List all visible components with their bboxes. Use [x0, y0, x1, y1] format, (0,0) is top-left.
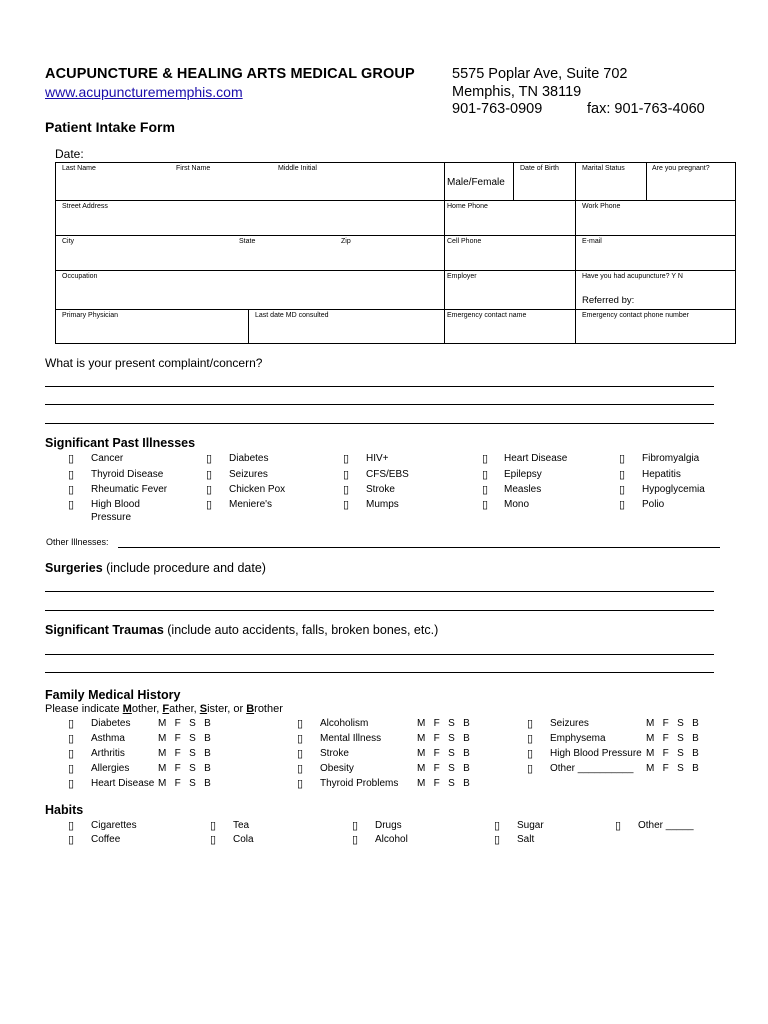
- city-cell[interactable]: [56, 236, 445, 271]
- cell-phone-cell[interactable]: [445, 236, 576, 271]
- street-label: Street Address: [62, 203, 108, 210]
- illness-checkbox[interactable]: ▯: [482, 469, 489, 481]
- illness-checkbox[interactable]: ▯: [619, 499, 626, 511]
- pregnant-label: Are you pregnant?: [652, 165, 710, 172]
- relation-options[interactable]: M F S B: [417, 763, 470, 774]
- habit-checkbox[interactable]: ▯: [68, 834, 75, 846]
- illness-checkbox[interactable]: ▯: [206, 499, 213, 511]
- illness-label: Mumps: [366, 499, 399, 510]
- brother-initial: B: [246, 703, 255, 715]
- past-illnesses-title: Significant Past Illnesses: [45, 436, 196, 450]
- habit-label: Cigarettes: [91, 820, 137, 831]
- family-checkbox[interactable]: ▯: [68, 733, 75, 745]
- date-label: Date:: [55, 147, 84, 161]
- mother-rest: other,: [131, 703, 163, 715]
- habit-label: Tea: [233, 820, 250, 831]
- last-md-label: Last date MD consulted: [255, 312, 329, 319]
- employer-label: Employer: [447, 273, 477, 280]
- family-checkbox[interactable]: ▯: [68, 748, 75, 760]
- relation-options[interactable]: M F S B: [646, 763, 699, 774]
- family-condition-label: Other __________: [550, 763, 634, 774]
- complaint-line[interactable]: [45, 404, 714, 405]
- home-phone-cell[interactable]: [445, 201, 576, 236]
- illness-label: Fibromyalgia: [642, 453, 700, 464]
- traumas-title: Significant Traumas: [45, 623, 164, 637]
- illness-checkbox[interactable]: ▯: [206, 469, 213, 481]
- habit-label: Coffee: [91, 834, 121, 845]
- family-checkbox[interactable]: ▯: [527, 748, 534, 760]
- relation-options[interactable]: M F S B: [646, 748, 699, 759]
- primary-physician-label: Primary Physician: [62, 312, 119, 319]
- habit-checkbox[interactable]: ▯: [615, 820, 622, 832]
- habit-label: Salt: [517, 834, 535, 845]
- website-link[interactable]: www.acupuncturememphis.com: [45, 84, 243, 100]
- family-condition-label: Diabetes: [91, 718, 131, 729]
- habit-label: Drugs: [375, 820, 402, 831]
- email-cell[interactable]: [576, 236, 736, 271]
- family-history-title: Family Medical History: [45, 688, 181, 702]
- habit-label: Cola: [233, 834, 254, 845]
- illness-label: High Blood: [91, 499, 140, 510]
- family-condition-label: Seizures: [550, 718, 589, 729]
- relation-options[interactable]: M F S B: [646, 718, 699, 729]
- illness-checkbox[interactable]: ▯: [68, 484, 75, 496]
- primary-physician-cell[interactable]: [56, 310, 249, 344]
- address-line-2: Memphis, TN 38119: [452, 84, 582, 100]
- emergency-name-label: Emergency contact name: [447, 312, 527, 319]
- family-condition-label: Asthma: [91, 733, 125, 744]
- relation-options[interactable]: M F S B: [158, 733, 211, 744]
- relation-options[interactable]: M F S B: [158, 763, 211, 774]
- illness-checkbox[interactable]: ▯: [619, 453, 626, 465]
- illness-label: Stroke: [366, 484, 395, 495]
- first-name-label: First Name: [176, 165, 211, 172]
- habit-checkbox[interactable]: ▯: [494, 820, 501, 832]
- other-illnesses-line[interactable]: [118, 547, 720, 548]
- emergency-phone-cell[interactable]: [576, 310, 736, 344]
- habit-checkbox[interactable]: ▯: [352, 834, 359, 846]
- illness-label: Measles: [504, 484, 542, 495]
- zip-label: Zip: [341, 238, 351, 245]
- occupation-cell[interactable]: [56, 271, 445, 310]
- illness-checkbox[interactable]: ▯: [482, 499, 489, 511]
- complaint-line[interactable]: [45, 423, 714, 424]
- family-checkbox[interactable]: ▯: [68, 718, 75, 730]
- illness-label: Meniere's: [229, 499, 273, 510]
- sister-initial: S: [199, 703, 208, 715]
- surgeries-heading: [45, 561, 266, 575]
- relation-options[interactable]: M F S B: [417, 748, 470, 759]
- relation-options[interactable]: M F S B: [158, 778, 211, 789]
- illness-label: Seizures: [229, 469, 268, 480]
- mother-initial: M: [122, 703, 132, 715]
- illness-label: CFS/EBS: [366, 469, 409, 480]
- family-checkbox[interactable]: ▯: [297, 778, 304, 790]
- illness-checkbox[interactable]: ▯: [482, 484, 489, 496]
- cell-phone-label: Cell Phone: [447, 238, 482, 245]
- family-condition-label: Stroke: [320, 748, 349, 759]
- illness-label: Cancer: [91, 453, 124, 464]
- street-cell[interactable]: [56, 201, 445, 236]
- dob-cell[interactable]: [514, 163, 576, 201]
- illness-checkbox[interactable]: ▯: [68, 453, 75, 465]
- illness-checkbox[interactable]: ▯: [343, 453, 350, 465]
- form-title: Patient Intake Form: [45, 119, 175, 135]
- family-checkbox[interactable]: ▯: [527, 718, 534, 730]
- work-phone-cell[interactable]: [576, 201, 736, 236]
- habit-checkbox[interactable]: ▯: [210, 834, 217, 846]
- family-checkbox[interactable]: ▯: [68, 778, 75, 790]
- relation-options[interactable]: M F S B: [158, 718, 211, 729]
- employer-cell[interactable]: [445, 271, 576, 310]
- illness-label: Chicken Pox: [229, 484, 286, 495]
- illness-checkbox[interactable]: ▯: [619, 469, 626, 481]
- family-condition-label: Obesity: [320, 763, 354, 774]
- clinic-name: ACUPUNCTURE & HEALING ARTS MEDICAL GROUP: [45, 66, 415, 82]
- marital-pregnant-cell[interactable]: [576, 163, 736, 201]
- other-illnesses-label: Other Illnesses:: [46, 537, 109, 547]
- fax-number: fax: 901-763-4060: [587, 101, 705, 117]
- father-rest: ather,: [169, 703, 200, 715]
- habit-label: Alcohol: [375, 834, 408, 845]
- family-checkbox[interactable]: ▯: [297, 748, 304, 760]
- email-label: E-mail: [582, 238, 602, 245]
- marital-label: Marital Status: [582, 165, 625, 172]
- illness-checkbox[interactable]: ▯: [206, 453, 213, 465]
- last-md-cell[interactable]: [249, 310, 445, 344]
- family-checkbox[interactable]: ▯: [527, 733, 534, 745]
- home-phone-label: Home Phone: [447, 203, 488, 210]
- last-name-label: Last Name: [62, 165, 96, 172]
- acupuncture-cell[interactable]: [576, 271, 736, 310]
- family-condition-label: Arthritis: [91, 748, 125, 759]
- relation-options[interactable]: M F S B: [417, 733, 470, 744]
- emergency-phone-label: Emergency contact phone number: [582, 312, 690, 319]
- had-acupuncture-label: Have you had acupuncture? Y N: [582, 273, 683, 280]
- illness-checkbox[interactable]: ▯: [206, 484, 213, 496]
- city-label: City: [62, 238, 75, 245]
- illness-checkbox[interactable]: ▯: [482, 453, 489, 465]
- family-checkbox[interactable]: ▯: [297, 733, 304, 745]
- illness-label: Diabetes: [229, 453, 269, 464]
- family-checkbox[interactable]: ▯: [297, 763, 304, 775]
- family-condition-label: Alcoholism: [320, 718, 369, 729]
- relation-options[interactable]: M F S B: [158, 748, 211, 759]
- illness-label: Heart Disease: [504, 453, 568, 464]
- illness-label: Hypoglycemia: [642, 484, 705, 495]
- brother-rest: rother: [254, 703, 283, 715]
- traumas-line[interactable]: [45, 654, 714, 655]
- patient-info-table: [55, 162, 736, 344]
- referred-by-label: Referred by:: [582, 295, 635, 306]
- surgeries-line[interactable]: [45, 610, 714, 611]
- illness-checkbox[interactable]: ▯: [68, 469, 75, 481]
- sex-label: Male/Female: [447, 177, 505, 188]
- traumas-heading: [45, 623, 438, 637]
- habits-title: Habits: [45, 803, 84, 817]
- middle-initial-label: Middle Initial: [278, 165, 317, 172]
- family-condition-label: High Blood Pressure: [550, 748, 642, 759]
- surgeries-line[interactable]: [45, 591, 714, 592]
- illness-label: Thyroid Disease: [91, 469, 164, 480]
- illness-checkbox[interactable]: ▯: [343, 469, 350, 481]
- habit-checkbox[interactable]: ▯: [494, 834, 501, 846]
- family-checkbox[interactable]: ▯: [527, 763, 534, 775]
- emergency-name-cell[interactable]: [445, 310, 576, 344]
- illness-label: HIV+: [366, 453, 389, 464]
- phone-number: 901-763-0909: [452, 101, 543, 117]
- name-cell[interactable]: [56, 163, 445, 201]
- habit-label: Sugar: [517, 820, 544, 831]
- sex-cell[interactable]: [445, 163, 514, 201]
- address-line-1: 5575 Poplar Ave, Suite 702: [452, 66, 628, 82]
- family-history-instruction: [45, 703, 283, 715]
- illness-checkbox[interactable]: ▯: [68, 499, 75, 511]
- illness-checkbox[interactable]: ▯: [619, 484, 626, 496]
- habit-checkbox[interactable]: ▯: [68, 820, 75, 832]
- family-condition-label: Emphysema: [550, 733, 606, 744]
- habit-label: Other _____: [638, 820, 694, 831]
- family-checkbox[interactable]: ▯: [297, 718, 304, 730]
- state-label: State: [239, 238, 256, 245]
- relation-options[interactable]: M F S B: [646, 733, 699, 744]
- complaint-line[interactable]: [45, 386, 714, 387]
- surgeries-note: (include procedure and date): [102, 561, 266, 575]
- family-condition-label: Allergies: [91, 763, 130, 774]
- father-initial: F: [162, 703, 170, 715]
- illness-checkbox[interactable]: ▯: [343, 499, 350, 511]
- family-condition-label: Thyroid Problems: [320, 778, 399, 789]
- dob-label: Date of Birth: [520, 165, 559, 172]
- illness-label: Polio: [642, 499, 665, 510]
- illness-label: Hepatitis: [642, 469, 681, 480]
- traumas-line[interactable]: [45, 672, 714, 673]
- complaint-question: What is your present complaint/concern?: [45, 356, 263, 370]
- illness-label: Mono: [504, 499, 530, 510]
- family-condition-label: Heart Disease: [91, 778, 155, 789]
- habit-checkbox[interactable]: ▯: [352, 820, 359, 832]
- family-condition-label: Mental Illness: [320, 733, 382, 744]
- sister-rest: ister, or: [207, 703, 247, 715]
- relation-options[interactable]: M F S B: [417, 778, 470, 789]
- instruction-prefix: Please indicate: [45, 703, 123, 715]
- work-phone-label: Work Phone: [582, 203, 621, 210]
- surgeries-title: Surgeries: [45, 561, 103, 575]
- relation-options[interactable]: M F S B: [417, 718, 470, 729]
- illness-label: Rheumatic Fever: [91, 484, 168, 495]
- family-checkbox[interactable]: ▯: [68, 763, 75, 775]
- illness-label-continued: Pressure: [91, 512, 132, 523]
- illness-checkbox[interactable]: ▯: [343, 484, 350, 496]
- habit-checkbox[interactable]: ▯: [210, 820, 217, 832]
- occupation-label: Occupation: [62, 273, 98, 280]
- illness-label: Epilepsy: [504, 469, 542, 480]
- traumas-note: (include auto accidents, falls, broken bones, etc.): [163, 623, 439, 637]
